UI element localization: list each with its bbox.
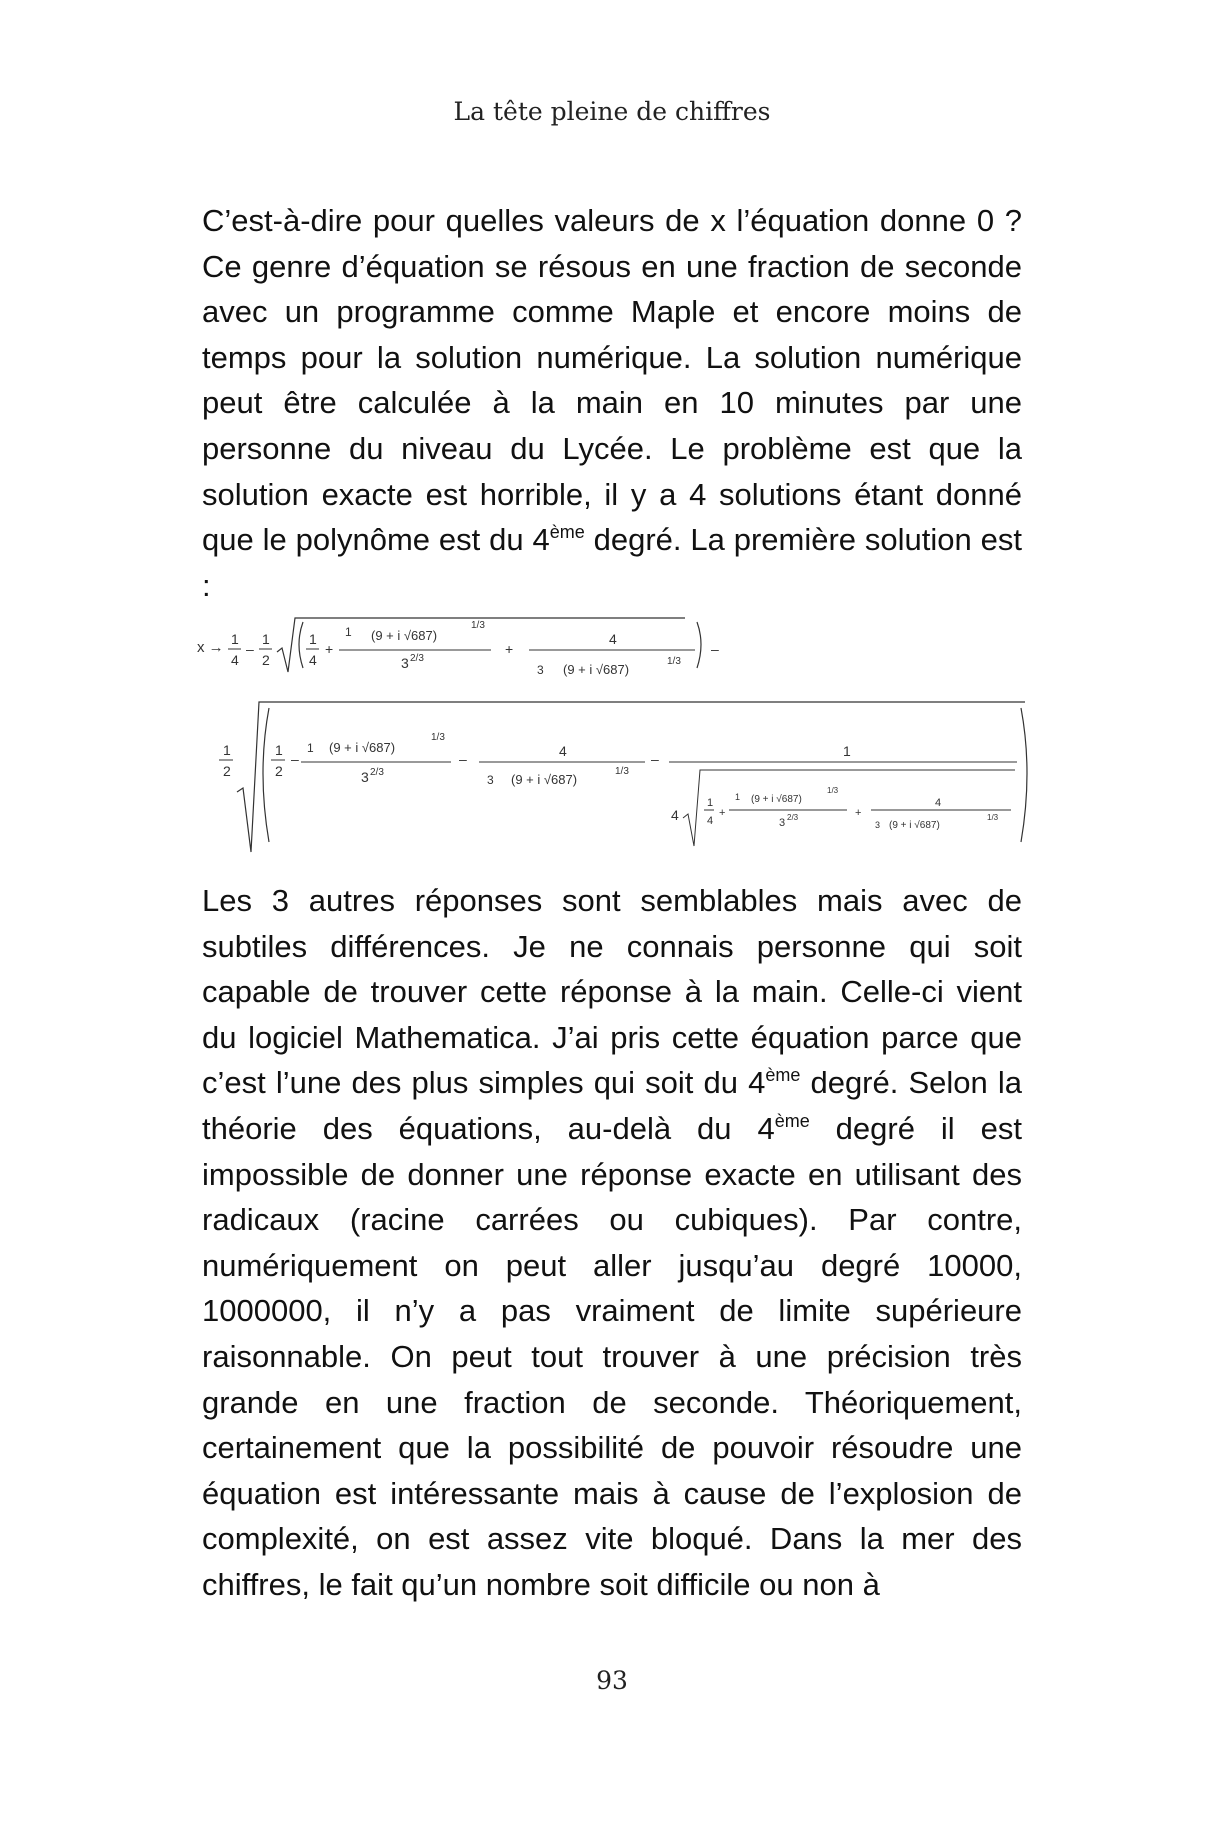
formula-l1-exp-2: 1/3 xyxy=(667,656,681,667)
formula-l2-den-exp: 2/3 xyxy=(370,767,384,778)
formula-l2-quarter-den: 4 xyxy=(707,815,714,827)
degree-superscript-1: ème xyxy=(765,1065,801,1086)
formula-l1-quarter-den: 4 xyxy=(309,652,317,668)
formula-l2-three: 3 xyxy=(487,773,494,787)
formula-frac-half-num: 1 xyxy=(262,631,270,647)
formula-l2-inner-half: 1 xyxy=(735,792,741,802)
formula-l1-three: 3 xyxy=(537,663,544,677)
formula-l1-den-exp: 2/3 xyxy=(410,653,424,664)
svg-text:–: – xyxy=(711,641,719,657)
formula-l2-inner-three: 3 xyxy=(875,820,881,830)
formula-l1-cube-inner-2: (9 + i √687) xyxy=(563,662,630,677)
formula-l2-inner-exp-2: 1/3 xyxy=(987,813,999,822)
formula-l2-half-den: 2 xyxy=(223,763,231,779)
formula-frac-half-den: 2 xyxy=(262,652,270,668)
paragraph-intro xyxy=(202,198,1022,608)
formula-graphic xyxy=(195,612,1035,862)
degree-superscript-2: ème xyxy=(774,1110,810,1131)
formula-l2-exp: 1/3 xyxy=(431,732,445,743)
svg-text:–: – xyxy=(291,751,299,767)
formula-minus: – xyxy=(246,641,254,657)
degree-number-1: 4 xyxy=(748,1065,766,1101)
formula-l2-den: 3 xyxy=(361,769,369,785)
paragraph-intro-tail: degré. La première solution est : xyxy=(202,522,1022,603)
degree-number-2: 4 xyxy=(757,1110,775,1146)
formula-lead: x → xyxy=(197,639,224,656)
formula-l1-frac-num: 1 xyxy=(345,625,352,639)
formula-l1-den: 3 xyxy=(401,655,409,671)
svg-text:+: + xyxy=(325,641,334,657)
formula-l2-half2-num: 1 xyxy=(275,742,283,758)
formula-l2-four: 4 xyxy=(559,743,567,759)
sqrt-sign-3 xyxy=(683,770,1015,846)
quartic-solution-formula xyxy=(195,612,1035,862)
formula-l2-inner-four: 4 xyxy=(935,797,942,809)
svg-text:+: + xyxy=(855,807,862,819)
formula-l2-frac-num: 1 xyxy=(307,741,314,755)
svg-text:–: – xyxy=(459,751,467,767)
svg-text:–: – xyxy=(651,751,659,767)
formula-l2-four-coef: 4 xyxy=(671,807,679,823)
formula-l2-half-num: 1 xyxy=(223,742,231,758)
formula-frac-quarter-den: 4 xyxy=(231,652,239,668)
degree-superscript: ème xyxy=(549,522,585,543)
page-number: 93 xyxy=(596,1666,628,1695)
formula-l2-inner-cube: (9 + i √687) xyxy=(751,794,802,805)
svg-text:+: + xyxy=(719,807,726,819)
formula-l2-exp-2: 1/3 xyxy=(615,766,629,777)
formula-l2-inner-den-exp: 2/3 xyxy=(787,813,799,822)
formula-l2-cube-inner-2: (9 + i √687) xyxy=(511,772,578,787)
running-header: La tête pleine de chiffres xyxy=(453,97,771,126)
paragraph-explanation-part1: Les 3 autres réponses sont semblables mais avec de subtiles différences. Je ne connais personne qui soit capable de trouver cette réponse à la main. Celle-ci vient du logiciel Mathematica. J’ai pris cette équation parce que c’est l’une des plus simples qui soit du xyxy=(202,883,1022,1101)
formula-l2-inner-exp: 1/3 xyxy=(827,786,839,795)
formula-l1-exp: 1/3 xyxy=(471,620,485,631)
formula-l1-cube-inner: (9 + i √687) xyxy=(371,628,438,643)
formula-l2-half2-den: 2 xyxy=(275,763,283,779)
svg-text:+: + xyxy=(505,641,514,657)
paragraph-explanation xyxy=(202,878,1022,1608)
formula-l2-one: 1 xyxy=(843,743,851,759)
formula-frac-quarter-num: 1 xyxy=(231,631,239,647)
formula-l2-cube-inner: (9 + i √687) xyxy=(329,740,396,755)
paragraph-explanation-part3: degré il est impossible de donner une réponse exacte en utilisant des radicaux (racine carrées ou cubiques). Par contre, numériquement on peut aller jusqu’au degré 10000, 1000000, il n’y a pas vraiment de limite supérieure raisonnable. On peut tout trouver à une précision très grande en une fraction de seconde. Théoriquement, certainement que la possibilité de pouvoir résoudre une équation est intéressante mais à cause de l’explosion de complexité, on est assez vite bloqué. Dans la mer des chiffres, le fait qu’un nombre soit difficile ou non à xyxy=(202,1110,1022,1602)
degree-number: 4 xyxy=(532,522,550,558)
paragraph-intro-text: C’est-à-dire pour quelles valeurs de x l’équation donne 0 ? Ce genre d’équation se résous en une fraction de seconde avec un programme comme Maple et encore moins de temps pour la solution numérique. La solution numérique peut être calculée à la main en 10 minutes par une personne du niveau du Lycée. Le problème est que la solution exacte est horrible, il y a 4 solutions étant donné que le polynôme est du xyxy=(202,203,1022,558)
formula-l2-quarter-num: 1 xyxy=(707,797,714,809)
formula-l2-inner-cube-2: (9 + i √687) xyxy=(889,820,940,831)
formula-l2-inner-den: 3 xyxy=(779,817,786,829)
paragraph-explanation-part2: degré. Selon la théorie des équations, au-delà du xyxy=(202,1065,1022,1146)
formula-l1-four: 4 xyxy=(609,631,617,647)
formula-l1-quarter-num: 1 xyxy=(309,631,317,647)
